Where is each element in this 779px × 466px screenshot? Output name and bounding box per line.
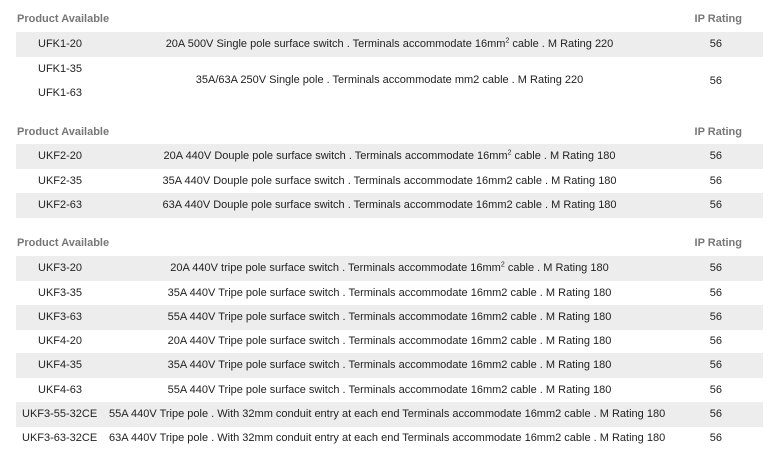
ip-rating-value: 56 — [709, 287, 722, 299]
product-code: UFK1-63 — [38, 87, 83, 99]
product-description: 55A 440V Tripe pole surface switch . Terminals accommodate 16mm2 cable . M Rating 180 — [167, 311, 612, 323]
table-row — [16, 402, 763, 427]
ip-rating-value: 56 — [709, 175, 722, 187]
product-code: UKF3-63 — [38, 311, 83, 323]
product-description: 20A 440V tripe pole surface switch . Terminals accommodate $16mm^2$ cable . M Rating 180 — [170, 261, 609, 274]
ip-rating-heading: IP Rating — [694, 13, 742, 25]
table-row — [16, 144, 763, 169]
table-row — [16, 32, 763, 57]
table-row — [16, 426, 763, 451]
product-code: UKF2-63 — [38, 199, 83, 211]
ip-rating-value: 56 — [709, 408, 722, 420]
table-row — [16, 305, 763, 330]
product-code: UFK1-35 — [38, 63, 83, 75]
product-description: 63A 440V Tripe pole . With 32mm conduit entry at each end Terminals accommodate 16mm2 cable . M Rating 180 — [109, 432, 666, 444]
ip-rating-value: 56 — [709, 262, 722, 274]
section-2-header — [0, 123, 779, 143]
ip-rating-value: 56 — [709, 335, 722, 347]
table-row — [16, 378, 763, 403]
table-row — [16, 281, 763, 306]
ip-rating-value: 56 — [709, 150, 722, 162]
section-3-header — [0, 234, 779, 254]
table-row — [16, 329, 763, 354]
product-code: UFK1-20 — [38, 38, 83, 50]
ip-rating-value: 56 — [709, 38, 722, 50]
product-available-heading: Product Available — [17, 126, 110, 138]
product-code: UKF3-20 — [38, 262, 83, 274]
ip-rating-value: 56 — [709, 384, 722, 396]
ip-rating-value: 56 — [709, 359, 722, 371]
table-row — [16, 353, 763, 378]
product-description: 20A 440V Douple pole surface switch . Terminals accommodate $16mm^2$ cable . M Rating 180 — [163, 149, 616, 162]
product-description: 35A 440V Tripe pole surface switch . Terminals accommodate 16mm2 cable . M Rating 180 — [167, 287, 612, 299]
product-code: UKF2-35 — [38, 175, 83, 187]
product-code: UKF4-35 — [38, 359, 83, 371]
product-available-heading: Product Available — [17, 237, 110, 249]
product-code: UKF4-20 — [38, 335, 83, 347]
ip-rating-value: 56 — [709, 199, 722, 211]
product-description: 35A 440V Tripe pole surface switch . Terminals accommodate 16mm2 cable . M Rating 180 — [167, 359, 612, 371]
product-code: UKF3-55-32CE — [22, 408, 98, 420]
ip-rating-heading: IP Rating — [694, 237, 742, 249]
table-row — [16, 169, 763, 194]
table-row — [16, 256, 763, 281]
product-description: 20A 440V Tripe pole surface switch . Terminals accommodate 16mm2 cable . M Rating 180 — [167, 335, 612, 347]
product-code: UKF3-63-32CE — [22, 432, 98, 444]
product-description: 20A 500V Single pole surface switch . Terminals accommodate $16mm^2$ cable . M Rating 220 — [165, 37, 614, 50]
ip-rating-value: 56 — [709, 75, 722, 87]
product-code: UKF2-20 — [38, 150, 83, 162]
product-code: UKF3-35 — [38, 287, 83, 299]
section-1-header — [0, 10, 779, 30]
product-description: 35A/63A 250V Single pole . Terminals accommodate mm2 cable . M Rating 220 — [195, 74, 584, 86]
product-code: UKF4-63 — [38, 384, 83, 396]
product-available-heading: Product Available — [17, 13, 110, 25]
product-description: 55A 440V Tripe pole . With 32mm conduit entry at each end Terminals accommodate 16mm2 cable . M Rating 180 — [109, 408, 666, 420]
product-description: 63A 440V Douple pole surface switch . Terminals accommodate 16mm2 cable . M Rating 180 — [162, 199, 617, 211]
product-description: 55A 440V Tripe pole surface switch . Terminals accommodate 16mm2 cable . M Rating 180 — [167, 384, 612, 396]
ip-rating-heading: IP Rating — [694, 126, 742, 138]
table-row — [16, 193, 763, 218]
ip-rating-value: 56 — [709, 432, 722, 444]
ip-rating-value: 56 — [709, 311, 722, 323]
product-description: 35A 440V Douple pole surface switch . Terminals accommodate 16mm2 cable . M Rating 180 — [162, 175, 617, 187]
table-row — [16, 57, 763, 107]
